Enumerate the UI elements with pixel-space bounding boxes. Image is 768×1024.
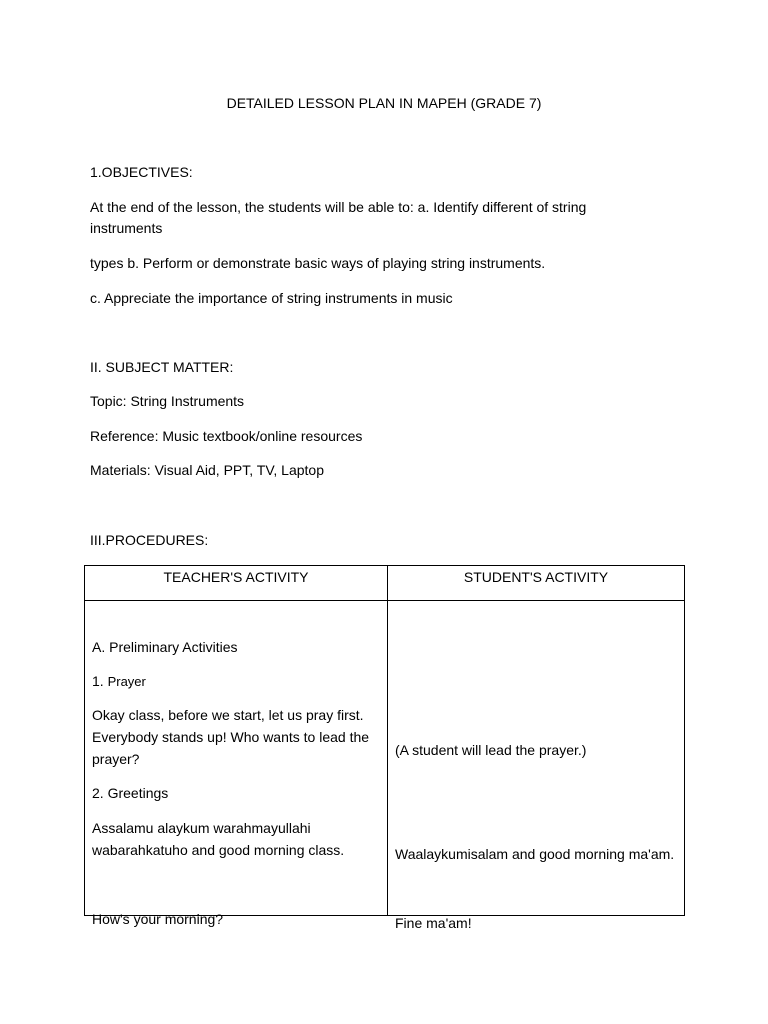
- column-header-student: STUDENT'S ACTIVITY: [388, 566, 685, 601]
- objectives-line-1b: instruments: [90, 220, 163, 236]
- student-activity-cell: [388, 601, 685, 931]
- prayer-text-line-2: Everybody stands up! Who wants to lead the: [92, 729, 370, 745]
- table-row: [85, 601, 685, 916]
- morning-question: How's your morning?: [92, 911, 224, 927]
- prayer-number: 1.: [92, 673, 104, 689]
- prayer-text-line-1: Okay class, before we start, let us pray first.: [92, 707, 364, 723]
- column-header-teacher: TEACHER'S ACTIVITY: [85, 566, 388, 601]
- prayer-text-line-3: prayer?: [92, 751, 140, 767]
- objectives-heading: 1.OBJECTIVES:: [90, 164, 193, 180]
- student-greeting-response: Waalaykumisalam and good morning ma'am.: [395, 846, 675, 862]
- prayer-item: [92, 670, 146, 693]
- greeting-text-line-1: Assalamu alaykum warahmayullahi: [92, 820, 311, 836]
- table-header-row: [85, 566, 685, 601]
- objectives-line-2: types b. Perform or demonstrate basic ways of playing string instruments.: [90, 255, 546, 271]
- document-title: DETAILED LESSON PLAN IN MAPEH (GRADE 7): [226, 95, 542, 111]
- greeting-text-line-2: wabarahkatuho and good morning class.: [92, 842, 345, 858]
- subject-matter-heading: II. SUBJECT MATTER:: [90, 359, 234, 375]
- teacher-activity-cell: [85, 601, 388, 927]
- objectives-line-1: At the end of the lesson, the students will be able to: a. Identify different of string: [90, 199, 587, 215]
- objectives-line-3: c. Appreciate the importance of string instruments in music: [90, 290, 453, 306]
- subject-topic: Topic: String Instruments: [90, 393, 245, 409]
- prayer-label: Prayer: [107, 674, 146, 689]
- greetings-heading: 2. Greetings: [92, 785, 169, 801]
- student-morning-response: Fine ma'am!: [395, 915, 472, 931]
- subject-materials: Materials: Visual Aid, PPT, TV, Laptop: [90, 462, 324, 478]
- subject-reference: Reference: Music textbook/online resources: [90, 428, 363, 444]
- procedures-heading: III.PROCEDURES:: [90, 532, 209, 548]
- preliminary-activities-heading: A. Preliminary Activities: [92, 639, 238, 655]
- student-prayer-response: (A student will lead the prayer.): [395, 742, 587, 758]
- procedures-table: [84, 565, 685, 931]
